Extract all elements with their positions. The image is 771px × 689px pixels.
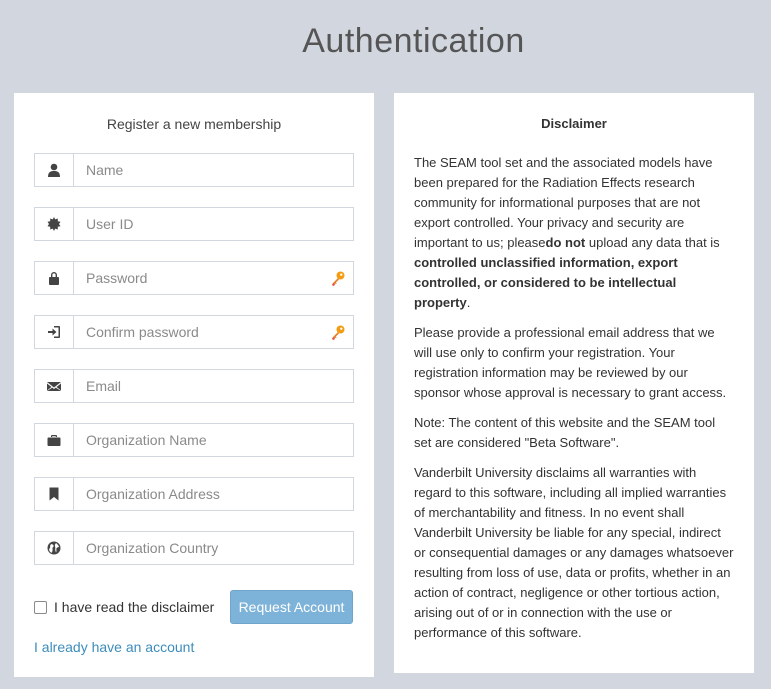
briefcase-icon <box>35 424 74 456</box>
confirm-password-input[interactable] <box>74 316 344 348</box>
password-field <box>34 261 354 295</box>
organization-name-input[interactable] <box>74 424 344 456</box>
confirm-password-key-icon[interactable] <box>330 324 346 340</box>
user-id-field <box>34 207 354 241</box>
disclaimer-paragraph-2: Please provide a professional email address that we will use only to confirm your registration. Your registration information may be reviewed by our sponsor whose approval is necessary to grant access. <box>414 325 727 400</box>
disclaimer-title: Disclaimer <box>541 116 607 131</box>
name-input[interactable] <box>74 154 344 186</box>
organization-name-field <box>34 423 354 457</box>
email-field <box>34 369 354 403</box>
log-in-icon <box>35 316 74 348</box>
organization-country-input[interactable] <box>74 532 344 564</box>
page-title: Authentication <box>302 22 525 60</box>
register-heading: Register a new membership <box>106 116 282 132</box>
envelope-icon <box>35 370 74 402</box>
disclaimer-body <box>414 153 736 653</box>
password-input[interactable] <box>74 262 344 294</box>
certificate-icon <box>35 208 74 240</box>
organization-country-field <box>34 531 354 565</box>
existing-account-link[interactable]: I already have an account <box>34 639 195 655</box>
email-input[interactable] <box>74 370 344 402</box>
organization-address-field <box>34 477 354 511</box>
password-key-icon[interactable] <box>330 270 346 286</box>
confirm-password-field <box>34 315 354 349</box>
disclaimer-paragraph-4: Vanderbilt University disclaims all warranties with regard to this software, including all implied warranties of merchantability and fitness. In no event shall Vanderbilt University be liable for any special, indirect or consequential damages or any damages whatsoever resulting from loss of use, data or profits, whether in an action of contract, negligence or other tortious action, arising out of or in connection with the use or performance of this software. <box>414 465 734 640</box>
disclaimer-panel <box>394 93 754 673</box>
globe-icon <box>35 532 74 564</box>
lock-icon <box>35 262 74 294</box>
request-account-button[interactable]: Request Account <box>230 590 353 624</box>
name-field <box>34 153 354 187</box>
disclaimer-checkbox-row <box>34 599 214 615</box>
user-id-input[interactable] <box>74 208 344 240</box>
disclaimer-paragraph-1: The SEAM tool set and the associated models have been prepared for the Radiation Effects research community for informational purposes that are not export controlled. Your privacy and security are important to us; pleasedo not upload any data that is controlled unclassified information, export controlled, or considered to be intellectual property. <box>414 155 720 310</box>
disclaimer-checkbox-label[interactable]: I have read the disclaimer <box>54 599 215 615</box>
register-panel <box>14 93 374 677</box>
user-icon <box>35 154 74 186</box>
disclaimer-checkbox[interactable] <box>34 601 47 614</box>
disclaimer-paragraph-3: Note: The content of this website and the SEAM tool set are considered "Beta Software". <box>414 415 716 450</box>
organization-address-input[interactable] <box>74 478 344 510</box>
bookmark-icon <box>35 478 74 510</box>
